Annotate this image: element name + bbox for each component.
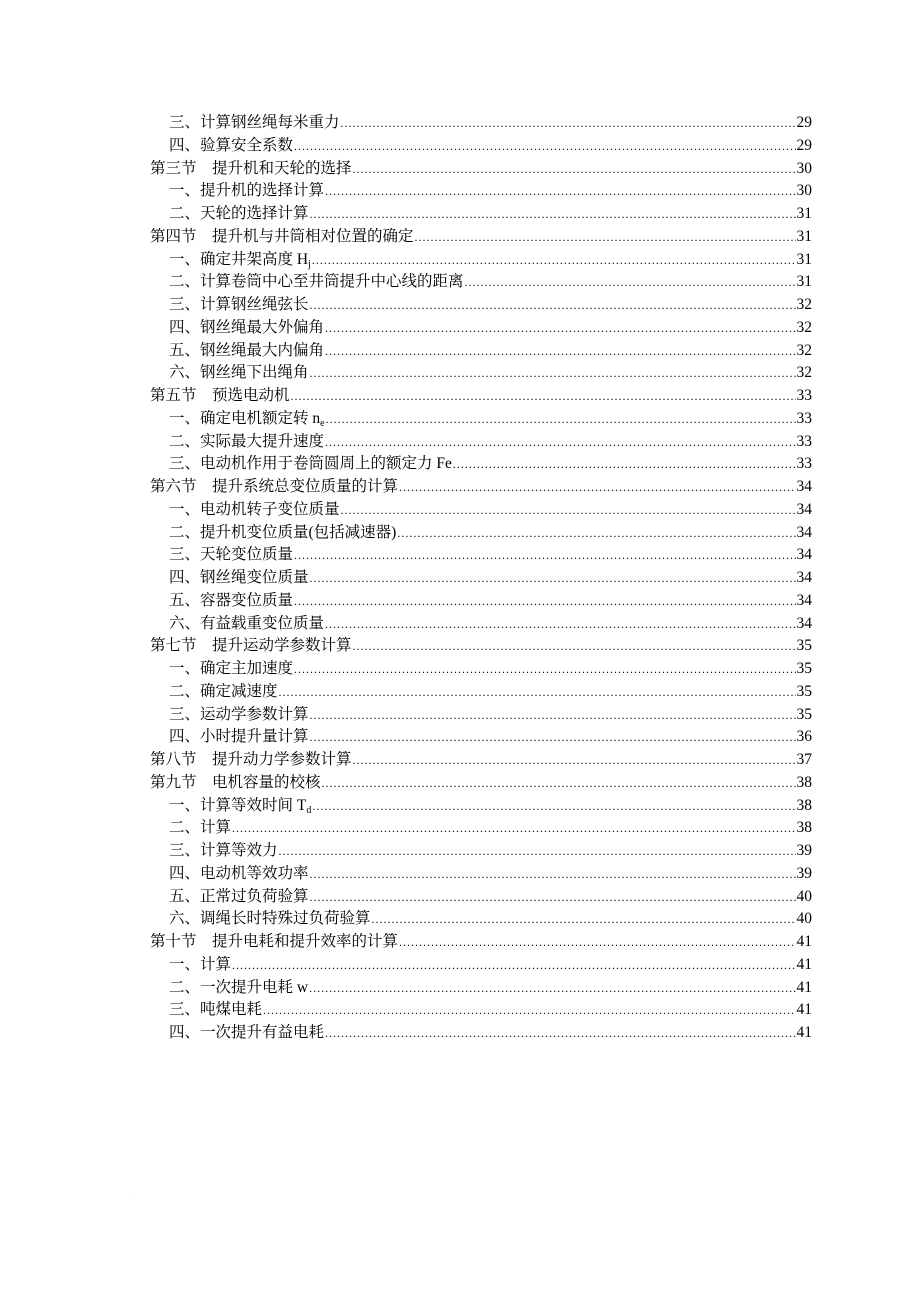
- toc-entry-title-text: 四、钢丝绳变位质量: [169, 569, 309, 586]
- toc-entry-title: [150, 158, 352, 181]
- toc-dot-leader: [399, 931, 795, 954]
- toc-subsection-entry[interactable]: [150, 999, 812, 1022]
- toc-entry-title-text: 第九节 电机容量的校核: [150, 773, 321, 791]
- toc-entry-subscript: d: [306, 804, 312, 816]
- toc-dot-leader: [325, 317, 795, 340]
- toc-subsection-entry[interactable]: [150, 726, 812, 749]
- toc-entry-title: [169, 817, 231, 840]
- toc-dot-leader: [453, 453, 796, 476]
- toc-subsection-entry[interactable]: [150, 522, 812, 545]
- toc-dot-leader: [312, 249, 796, 272]
- toc-dot-leader: [341, 499, 796, 522]
- toc-entry-title: [150, 931, 398, 954]
- toc-entry-title: [169, 203, 309, 226]
- toc-entry-title-text: 四、小时提升量计算: [169, 728, 309, 746]
- toc-entry-title: [169, 294, 309, 317]
- toc-entry-title-text: 第六节 提升系统总变位质量的计算: [150, 478, 399, 495]
- toc-page-number: 31: [796, 227, 812, 245]
- toc-page-number: 33: [796, 432, 812, 450]
- toc-entry-title: [169, 340, 324, 363]
- toc-entry-subscript: e: [320, 417, 325, 429]
- toc-page-number: 29: [796, 136, 812, 154]
- toc-page-number: 35: [796, 682, 812, 700]
- toc-page-number: 34: [796, 478, 812, 495]
- toc-page-number: 31: [796, 273, 812, 291]
- toc-subsection-entry[interactable]: [150, 908, 812, 931]
- toc-section-entry[interactable]: [150, 226, 812, 249]
- toc-page-number: 41: [796, 933, 812, 950]
- toc-subsection-entry[interactable]: [150, 954, 812, 977]
- toc-subsection-entry[interactable]: [150, 795, 812, 818]
- toc-entry-title: [150, 226, 414, 249]
- toc-page-number: 32: [796, 296, 812, 313]
- toc-entry-title-text: 四、电动机等效功率: [169, 864, 309, 882]
- toc-dot-leader: [263, 999, 795, 1022]
- toc-entry-title-text: 第三节 提升机和天轮的选择: [150, 159, 352, 177]
- toc-dot-leader: [294, 658, 795, 681]
- toc-entry-title: [169, 431, 324, 454]
- toc-entry-title: [169, 954, 231, 977]
- toc-entry-title-text: 二、提升机变位质量(包括减速器): [169, 523, 397, 541]
- toc-dot-leader: [372, 908, 796, 931]
- toc-page-number: 37: [796, 751, 812, 768]
- toc-entry-title: [169, 544, 293, 567]
- toc-entry-title: [169, 180, 324, 203]
- toc-entry-title: [169, 112, 340, 135]
- toc-entry-title: [169, 590, 293, 613]
- toc-page-number: 41: [796, 1024, 812, 1041]
- toc-entry-title: [150, 772, 321, 795]
- toc-dot-leader: [310, 362, 796, 385]
- toc-subsection-entry[interactable]: [150, 544, 812, 567]
- footer-mark: .: [129, 1186, 132, 1197]
- toc-entry-title: [169, 522, 396, 545]
- toc-dot-leader: [310, 863, 796, 886]
- toc-page-number: 33: [796, 387, 812, 404]
- toc-entry-title-text: 三、天轮变位质量: [169, 546, 294, 564]
- toc-entry-title-text: 一、计算等效时间 T: [169, 796, 307, 814]
- toc-entry-title-text: 六、调绳长时特殊过负荷验算: [169, 910, 371, 928]
- toc-page-number: 32: [796, 364, 812, 382]
- toc-dot-leader: [232, 954, 795, 977]
- toc-page-number: 33: [796, 455, 812, 473]
- toc-dot-leader: [465, 271, 796, 294]
- toc-entry-title: [169, 795, 311, 818]
- toc-page-number: 32: [796, 318, 812, 336]
- toc-section-entry[interactable]: [150, 385, 812, 408]
- toc-subsection-entry[interactable]: [150, 977, 812, 1000]
- toc-entry-title-text: 二、天轮的选择计算: [169, 205, 309, 222]
- toc-entry-title-text: 一、电动机转子变位质量: [169, 500, 340, 518]
- toc-subsection-entry[interactable]: [150, 499, 812, 522]
- toc-subsection-entry[interactable]: [150, 431, 812, 454]
- toc-dot-leader: [326, 408, 796, 431]
- toc-page-number: 34: [796, 546, 812, 564]
- toc-dot-leader: [325, 613, 795, 636]
- toc-dot-leader: [325, 1022, 795, 1045]
- toc-page-number: 30: [796, 182, 812, 200]
- toc-subsection-entry[interactable]: [150, 249, 812, 272]
- toc-section-entry[interactable]: [150, 772, 812, 795]
- toc-entry-title: [169, 658, 293, 681]
- toc-subsection-entry[interactable]: [150, 681, 812, 704]
- toc-section-entry[interactable]: [150, 931, 812, 954]
- toc-dot-leader: [353, 635, 796, 658]
- toc-dot-leader: [353, 158, 796, 181]
- toc-section-entry[interactable]: [150, 635, 812, 658]
- toc-dot-leader: [294, 135, 795, 158]
- toc-subsection-entry[interactable]: [150, 203, 812, 226]
- toc-entry-title-text: 二、计算: [169, 819, 232, 837]
- toc-entry-title: [169, 704, 309, 727]
- toc-dot-leader: [294, 590, 795, 613]
- toc-subsection-entry[interactable]: [150, 704, 812, 727]
- toc-page-number: 38: [796, 819, 812, 837]
- toc-page-number: 40: [796, 887, 812, 905]
- toc-page-number: 31: [796, 205, 812, 222]
- toc-entry-title: [169, 977, 308, 1000]
- toc-entry-title-text: 三、电动机作用于卷筒圆周上的额定力 Fe: [169, 455, 452, 473]
- toc-page-number: 39: [796, 864, 812, 882]
- toc-entry-title-text: 五、正常过负荷验算: [169, 887, 309, 905]
- toc-subsection-entry[interactable]: [150, 658, 812, 681]
- toc-page-number: 34: [796, 523, 812, 541]
- toc-entry-title: [150, 635, 352, 658]
- toc-page-number: 35: [796, 660, 812, 677]
- toc-entry-title: [150, 749, 352, 772]
- toc-subsection-entry[interactable]: [150, 453, 812, 476]
- toc-entry-title: [169, 408, 325, 431]
- toc-page-number: 31: [796, 250, 812, 268]
- toc-dot-leader: [325, 180, 795, 203]
- table-of-contents: [150, 112, 812, 1045]
- toc-subsection-entry[interactable]: [150, 613, 812, 636]
- toc-entry-title: [169, 886, 309, 909]
- toc-entry-title: [169, 317, 324, 340]
- toc-entry-title: [169, 726, 309, 749]
- toc-subsection-entry[interactable]: [150, 112, 812, 135]
- toc-entry-title: [150, 476, 398, 499]
- toc-entry-title-text: 一、计算: [169, 955, 232, 973]
- toc-dot-leader: [291, 385, 796, 408]
- toc-page-number: 38: [796, 773, 812, 791]
- toc-entry-title-text: 三、计算等效力: [169, 842, 278, 859]
- toc-dot-leader: [310, 704, 796, 727]
- toc-entry-title: [169, 135, 293, 158]
- toc-subsection-entry[interactable]: [150, 135, 812, 158]
- toc-page-number: 34: [796, 614, 812, 632]
- toc-page-number: 39: [796, 842, 812, 859]
- toc-dot-leader: [310, 294, 796, 317]
- toc-dot-leader: [294, 544, 795, 567]
- toc-entry-title-text: 五、容器变位质量: [169, 591, 294, 609]
- toc-dot-leader: [310, 567, 796, 590]
- toc-subsection-entry[interactable]: [150, 817, 812, 840]
- toc-entry-title-text: 四、钢丝绳最大外偏角: [169, 318, 325, 336]
- toc-dot-leader: [310, 203, 796, 226]
- toc-entry-title: [169, 863, 309, 886]
- toc-entry-title: [150, 385, 290, 408]
- toc-page-number: 36: [796, 728, 812, 746]
- toc-entry-title-text: 一、提升机的选择计算: [169, 182, 325, 200]
- toc-subsection-entry[interactable]: [150, 863, 812, 886]
- toc-subsection-entry[interactable]: [150, 886, 812, 909]
- toc-dot-leader: [279, 840, 796, 863]
- toc-dot-leader: [312, 795, 795, 818]
- toc-page-number: 41: [796, 955, 812, 973]
- toc-subsection-entry[interactable]: [150, 1022, 812, 1045]
- toc-entry-title-text: 三、计算钢丝绳弦长: [169, 296, 309, 313]
- toc-dot-leader: [325, 340, 795, 363]
- toc-subsection-entry[interactable]: [150, 590, 812, 613]
- toc-dot-leader: [232, 817, 795, 840]
- toc-subsection-entry[interactable]: [150, 317, 812, 340]
- toc-entry-title-text: 二、确定减速度: [169, 682, 278, 700]
- toc-page-number: 34: [796, 500, 812, 518]
- toc-entry-title-text: 第十节 提升电耗和提升效率的计算: [150, 933, 399, 950]
- toc-page-number: 41: [796, 1001, 812, 1019]
- toc-entry-title-text: 六、有益载重变位质量: [169, 614, 325, 632]
- toc-entry-subscript: j: [308, 258, 311, 270]
- toc-section-entry[interactable]: [150, 158, 812, 181]
- toc-dot-leader: [325, 431, 795, 454]
- toc-dot-leader: [415, 226, 796, 249]
- toc-entry-title-text: 二、实际最大提升速度: [169, 432, 325, 450]
- toc-entry-title-text: 一、确定井架高度 H: [169, 250, 309, 268]
- toc-entry-title: [169, 249, 311, 272]
- toc-subsection-entry[interactable]: [150, 340, 812, 363]
- toc-entry-title: [169, 908, 371, 931]
- toc-entry-title-text: 第七节 提升运动学参数计算: [150, 637, 352, 655]
- toc-entry-title: [169, 567, 309, 590]
- toc-entry-title-text: 四、一次提升有益电耗: [169, 1024, 325, 1041]
- toc-entry-title: [169, 681, 278, 704]
- toc-entry-title: [169, 999, 262, 1022]
- toc-page-number: 38: [796, 796, 812, 814]
- toc-subsection-entry[interactable]: [150, 362, 812, 385]
- toc-entry-title: [169, 840, 278, 863]
- toc-entry-title: [169, 1022, 324, 1045]
- toc-subsection-entry[interactable]: [150, 180, 812, 203]
- toc-entry-title-text: 一、确定电机额定转 n: [169, 409, 321, 427]
- toc-entry-title-text: 二、一次提升电耗 w: [169, 978, 309, 996]
- toc-entry-title: [169, 499, 340, 522]
- toc-entry-title-text: 三、计算钢丝绳每米重力: [169, 114, 340, 131]
- toc-page-number: 41: [796, 978, 812, 996]
- toc-dot-leader: [309, 977, 795, 1000]
- toc-page-number: 29: [796, 114, 812, 131]
- toc-section-entry[interactable]: [150, 749, 812, 772]
- toc-subsection-entry[interactable]: [150, 840, 812, 863]
- toc-entry-title-text: 二、计算卷筒中心至井筒提升中心线的距离: [169, 273, 464, 291]
- toc-dot-leader: [279, 681, 796, 704]
- toc-entry-title-text: 第五节 预选电动机: [150, 387, 290, 404]
- toc-page-number: 35: [796, 705, 812, 723]
- toc-subsection-entry[interactable]: [150, 408, 812, 431]
- toc-entry-title: [169, 362, 309, 385]
- toc-entry-title-text: 五、钢丝绳最大内偏角: [169, 341, 325, 359]
- toc-subsection-entry[interactable]: [150, 271, 812, 294]
- toc-entry-title-text: 三、吨煤电耗: [169, 1001, 263, 1019]
- toc-page-number: 34: [796, 569, 812, 586]
- toc-entry-title-text: 一、确定主加速度: [169, 660, 294, 677]
- toc-page-number: 30: [796, 159, 812, 177]
- toc-dot-leader: [397, 522, 795, 545]
- toc-dot-leader: [310, 886, 796, 909]
- toc-dot-leader: [399, 476, 795, 499]
- toc-entry-title-text: 第四节 提升机与井筒相对位置的确定: [150, 227, 414, 245]
- toc-entry-title-text: 第八节 提升动力学参数计算: [150, 751, 352, 768]
- toc-entry-title-text: 四、验算安全系数: [169, 136, 294, 154]
- toc-page-number: 35: [796, 637, 812, 655]
- toc-subsection-entry[interactable]: [150, 294, 812, 317]
- toc-entry-title: [169, 613, 324, 636]
- toc-entry-title-text: 六、钢丝绳下出绳角: [169, 364, 309, 382]
- toc-subsection-entry[interactable]: [150, 567, 812, 590]
- toc-page-number: 33: [796, 409, 812, 427]
- toc-page-number: 34: [796, 591, 812, 609]
- toc-dot-leader: [353, 749, 796, 772]
- toc-dot-leader: [310, 726, 796, 749]
- toc-dot-leader: [341, 112, 796, 135]
- toc-dot-leader: [322, 772, 796, 795]
- toc-page-number: 40: [796, 910, 812, 928]
- toc-entry-title: [169, 453, 452, 476]
- toc-entry-title: [169, 271, 464, 294]
- toc-entry-title-text: 三、运动学参数计算: [169, 705, 309, 723]
- toc-section-entry[interactable]: [150, 476, 812, 499]
- toc-page-number: 32: [796, 341, 812, 359]
